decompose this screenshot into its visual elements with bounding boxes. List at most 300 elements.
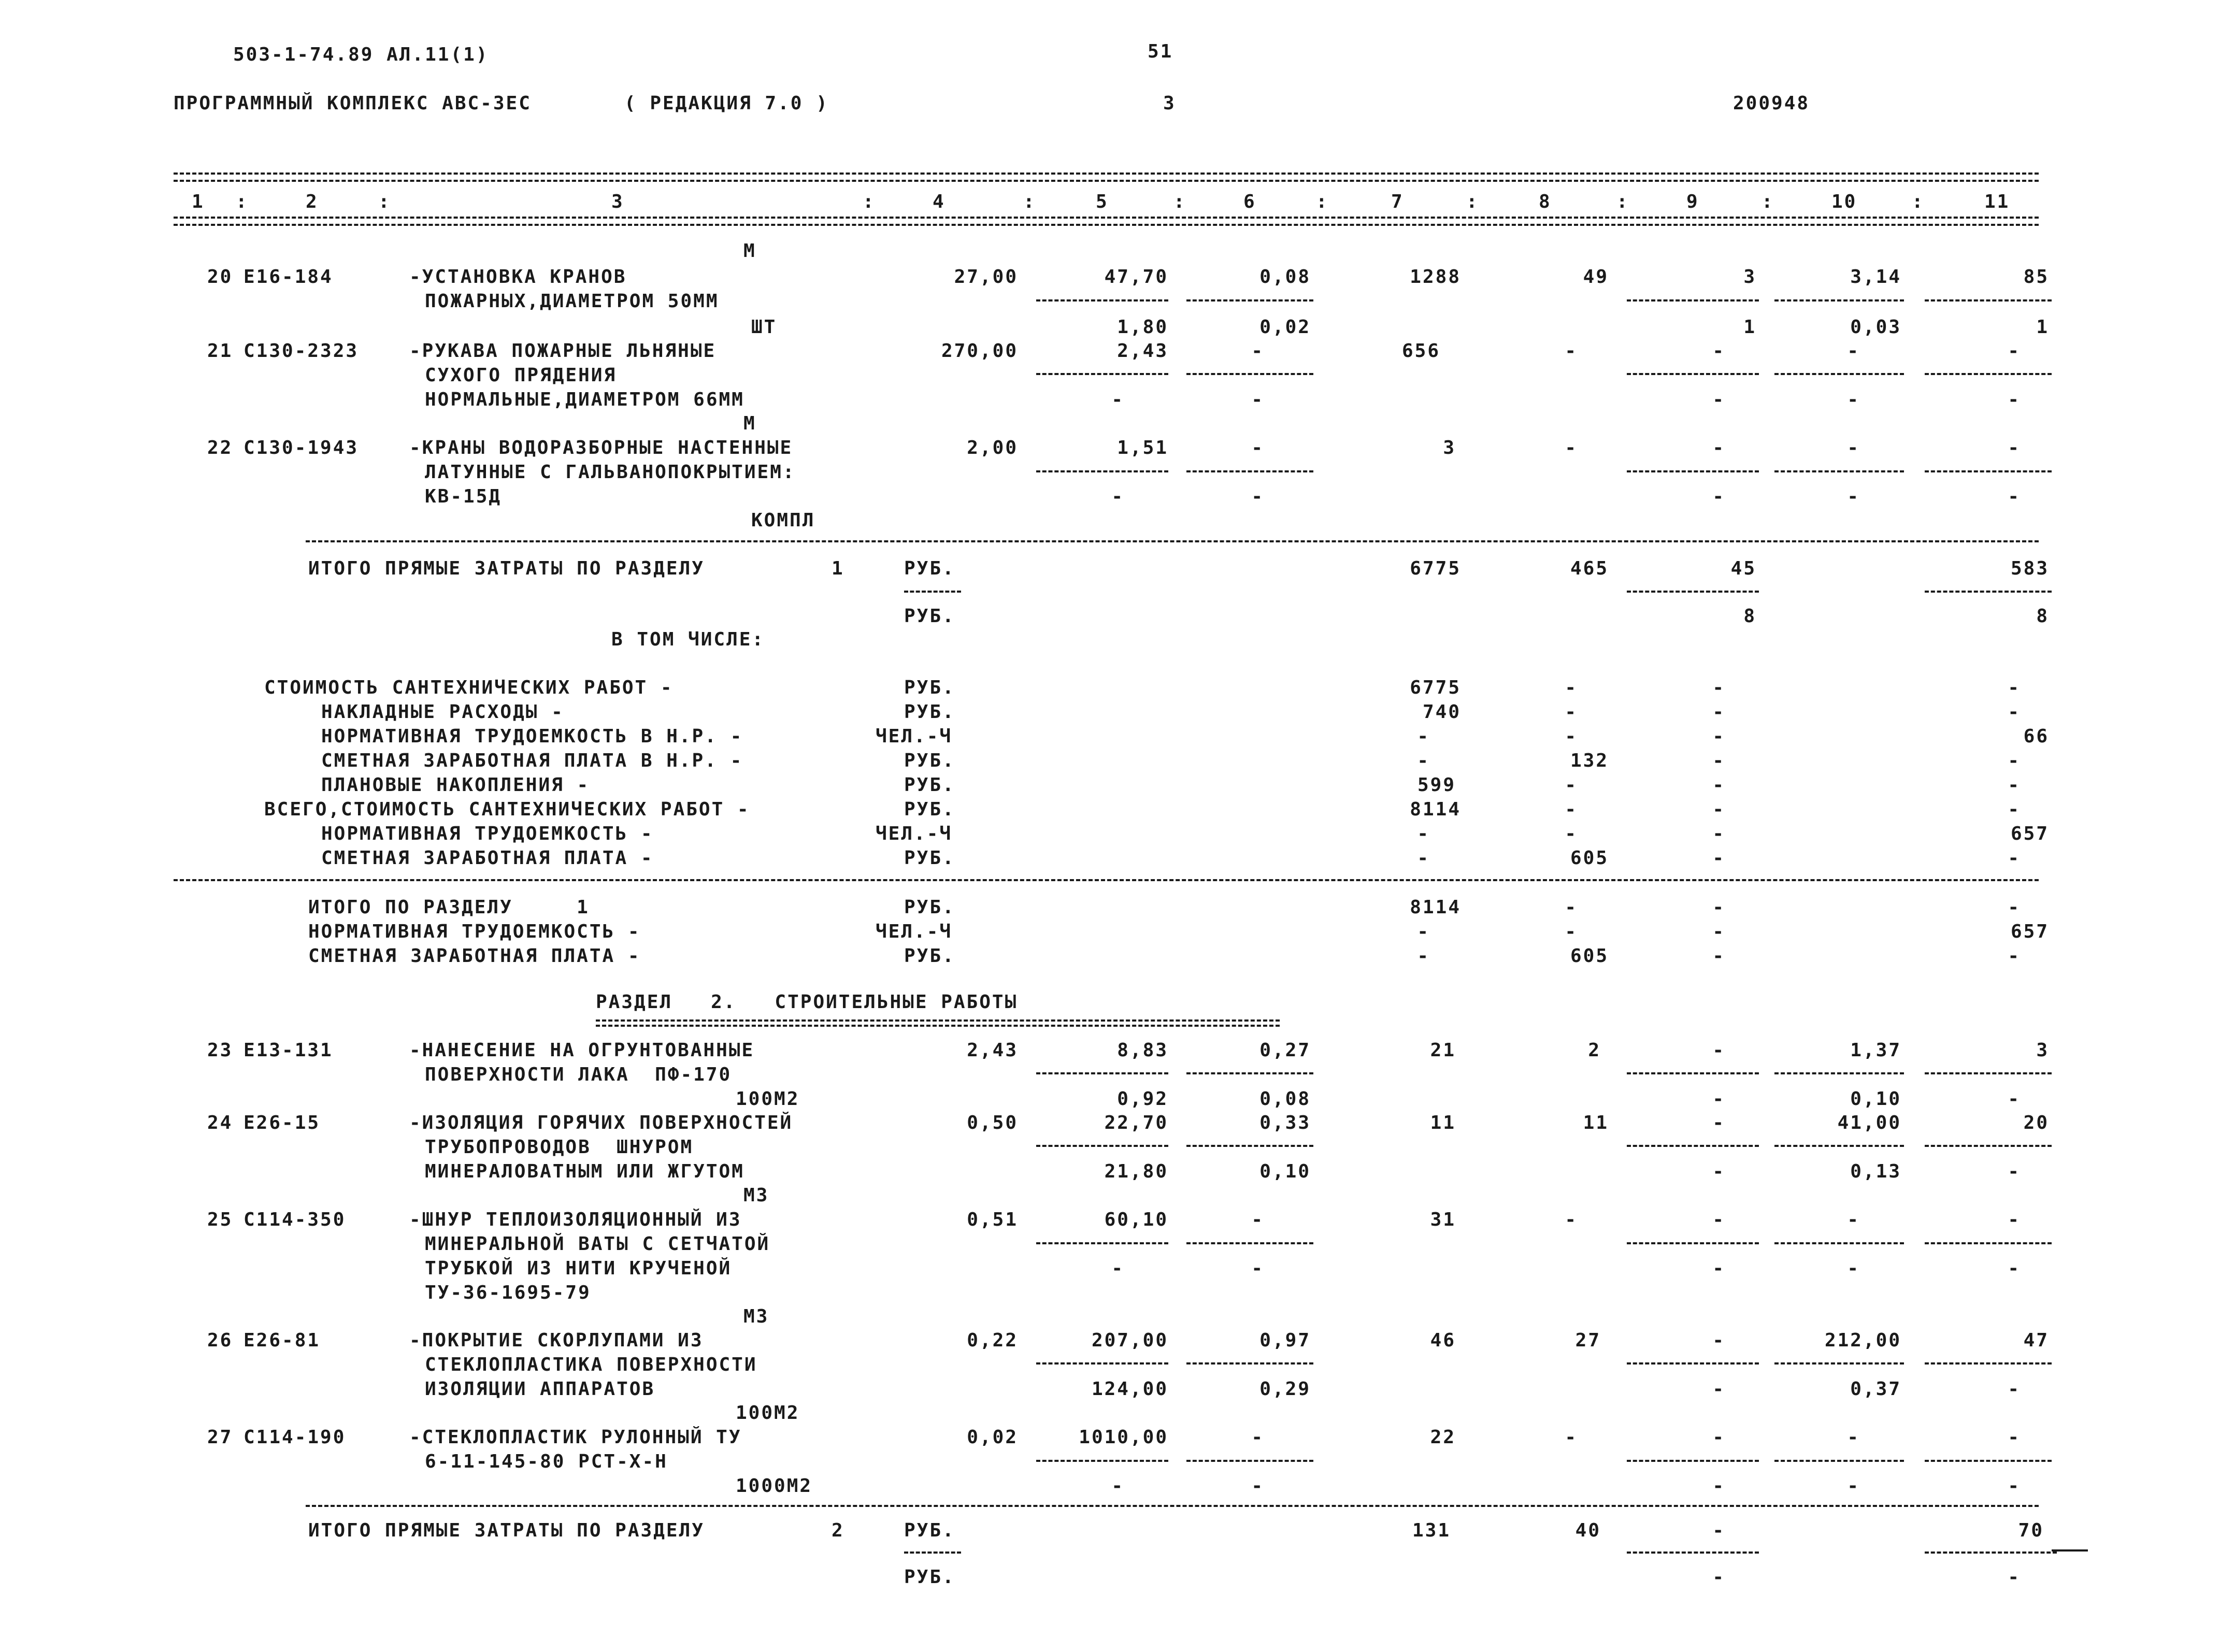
col8-value: 465	[1570, 558, 1609, 579]
unit-price-col6: -	[1251, 340, 1264, 362]
quantity: 2,00	[967, 437, 1018, 458]
breakdown-label: СМЕТНАЯ ЗАРАБОТНАЯ ПЛАТА В Н.Р. -	[321, 750, 743, 771]
total-cost: 740	[1422, 701, 1461, 723]
total-cost: 21	[1430, 1040, 1456, 1061]
unit-price-col6: 0,08	[1259, 266, 1311, 288]
total-cost: -	[1417, 921, 1430, 942]
rule	[1925, 470, 2052, 472]
work-description: МИНЕРАЛЬНОЙ ВАТЫ С СЕТЧАТОЙ	[425, 1233, 770, 1255]
rule	[1627, 470, 1759, 472]
rule	[1186, 1362, 1313, 1364]
rule	[1186, 373, 1313, 375]
document-code: 503-1-74.89 АЛ.11(1)	[233, 44, 489, 65]
quantity: 0,50	[967, 1112, 1018, 1133]
col9-sub: -	[1712, 1088, 1725, 1110]
col8-value: -	[1565, 897, 1578, 918]
col-sep: :	[1616, 191, 1629, 212]
row-number: 24	[207, 1112, 233, 1133]
col11-value: 47	[2023, 1330, 2049, 1351]
work-description: ТРУБКОЙ ИЗ НИТИ КРУЧЕНОЙ	[425, 1258, 732, 1279]
rule	[1925, 373, 2052, 375]
unit-price-col6: 0,27	[1259, 1040, 1311, 1061]
col8-value: -	[1565, 437, 1578, 458]
unit-price-labor-col6: -	[1251, 389, 1264, 410]
rule	[306, 1505, 2039, 1507]
work-description: -ИЗОЛЯЦИЯ ГОРЯЧИХ ПОВЕРХНОСТЕЙ	[409, 1112, 793, 1133]
currency-unit: РУБ.	[904, 1520, 955, 1541]
col11-value: 70	[2018, 1520, 2044, 1541]
col9-sub: -	[1712, 1258, 1725, 1279]
unit-price-col6: 0,97	[1259, 1330, 1311, 1351]
col-5: 5	[1096, 191, 1109, 212]
col10-value: 41,00	[1837, 1112, 1901, 1133]
rule	[2052, 1549, 2088, 1552]
unit-price-labor: -	[1111, 1475, 1124, 1497]
rule	[1774, 1072, 1904, 1074]
col9-sub: 8	[1743, 606, 1756, 627]
col11-sub: -	[2008, 1567, 2021, 1588]
rule	[1774, 1362, 1904, 1364]
unit-price: 1,51	[1117, 437, 1168, 458]
work-description: КВ-15Д	[425, 486, 502, 507]
breakdown-unit: РУБ.	[904, 750, 955, 771]
col9-sub: -	[1712, 1567, 1725, 1588]
total-cost: 6775	[1410, 677, 1461, 698]
price-code: С114-190	[244, 1427, 346, 1448]
col-8: 8	[1539, 191, 1552, 212]
col11-value: -	[2008, 437, 2021, 458]
col10-sub: -	[1847, 1258, 1860, 1279]
breakdown-label: СМЕТНАЯ ЗАРАБОТНАЯ ПЛАТА -	[321, 847, 654, 869]
rule	[1036, 470, 1168, 472]
unit-price: 47,70	[1104, 266, 1168, 288]
section-number: 2	[832, 1520, 844, 1541]
col10-sub: 0,37	[1850, 1378, 1901, 1400]
col11-sub: -	[2008, 1258, 2021, 1279]
col9-value: -	[1712, 750, 1725, 771]
col11-sub: 1	[2036, 317, 2049, 338]
col10-value: -	[1847, 1427, 1860, 1448]
currency-unit: РУБ.	[904, 606, 955, 627]
row-number: 25	[207, 1209, 233, 1230]
col8-value: -	[1565, 823, 1578, 844]
quantity: 270,00	[941, 340, 1018, 362]
col-sep: :	[236, 191, 249, 212]
price-code: С130-2323	[244, 340, 359, 362]
total-cost: 599	[1417, 774, 1456, 796]
col8-value: -	[1565, 921, 1578, 942]
col11-sub: -	[2008, 1475, 2021, 1497]
rule	[1627, 591, 1759, 593]
row-number: 21	[207, 340, 233, 362]
rule	[1627, 1362, 1759, 1364]
breakdown-unit: РУБ.	[904, 774, 955, 796]
total-cost: 6775	[1410, 558, 1461, 579]
row-number: 23	[207, 1040, 233, 1061]
rule	[1925, 1460, 2052, 1462]
unit-price-labor-col6: 0,10	[1259, 1161, 1311, 1182]
rule	[1925, 1552, 2057, 1554]
col-sep: :	[1466, 191, 1479, 212]
total-cost: 31	[1430, 1209, 1456, 1230]
work-description: -УСТАНОВКА КРАНОВ	[409, 266, 627, 288]
unit-label: М	[743, 240, 756, 262]
breakdown-label: ПЛАНОВЫЕ НАКОПЛЕНИЯ -	[321, 774, 590, 796]
breakdown-label: СТОИМОСТЬ САНТЕХНИЧЕСКИХ РАБОТ -	[264, 677, 674, 698]
header-rule	[174, 173, 2039, 182]
col11-sub: -	[2008, 486, 2021, 507]
col8-value: 132	[1570, 750, 1609, 771]
rule	[1186, 1242, 1313, 1244]
unit-label: 100М2	[736, 1402, 800, 1424]
currency-unit: РУБ.	[904, 1567, 955, 1588]
rule	[1925, 1242, 2052, 1244]
col8-value: 40	[1575, 1520, 1601, 1541]
col9-value: 3	[1743, 266, 1756, 288]
unit-label: М	[743, 413, 756, 434]
unit-price-labor-col6: -	[1251, 1258, 1264, 1279]
col10-value: -	[1847, 437, 1860, 458]
work-description: ТУ-36-1695-79	[425, 1282, 591, 1303]
col11-value: -	[2008, 847, 2021, 869]
col9-sub: -	[1712, 1161, 1725, 1182]
col10-sub: 0,13	[1850, 1161, 1901, 1182]
col10-sub: 0,03	[1850, 317, 1901, 338]
col11-value: 66	[2023, 726, 2049, 747]
total-label: ИТОГО ПО РАЗДЕЛУ 1	[308, 897, 590, 918]
document-number: 200948	[1733, 93, 1810, 114]
rule	[1925, 591, 2052, 593]
total-cost: 8114	[1410, 897, 1461, 918]
work-description: ЛАТУННЫЕ С ГАЛЬВАНОПОКРЫТИЕМ:	[425, 462, 796, 483]
totals-label: ИТОГО ПРЯМЫЕ ЗАТРАТЫ ПО РАЗДЕЛУ	[308, 558, 705, 579]
breakdown-unit: РУБ.	[904, 677, 955, 698]
col-3: 3	[611, 191, 624, 212]
col11-value: -	[2008, 701, 2021, 723]
col8-value: 605	[1570, 847, 1609, 869]
col9-value: -	[1712, 1520, 1725, 1541]
col9-value: -	[1712, 437, 1725, 458]
work-description: 6-11-145-80 РСТ-Х-Н	[425, 1451, 668, 1472]
col9-value: -	[1712, 340, 1725, 362]
col9-sub: -	[1712, 1475, 1725, 1497]
rule	[1925, 1362, 2052, 1364]
col9-value: -	[1712, 1330, 1725, 1351]
work-description: ТРУБОПРОВОДОВ ШНУРОМ	[425, 1137, 694, 1158]
price-code: С130-1943	[244, 437, 359, 458]
col11-value: -	[2008, 677, 2021, 698]
total-cost: -	[1417, 823, 1430, 844]
rule	[306, 540, 2039, 542]
unit-price: 22,70	[1104, 1112, 1168, 1133]
rule	[1627, 1460, 1759, 1462]
total-label: НОРМАТИВНАЯ ТРУДОЕМКОСТЬ -	[308, 921, 641, 942]
col11-value: -	[2008, 1427, 2021, 1448]
unit-label: 100М2	[736, 1088, 800, 1110]
col9-sub: 1	[1743, 317, 1756, 338]
col10-value: 3,14	[1850, 266, 1901, 288]
col10-value: -	[1847, 1209, 1860, 1230]
unit-price-labor: 124,00	[1091, 1378, 1168, 1400]
rule	[1774, 1242, 1904, 1244]
total-cost: 131	[1412, 1520, 1451, 1541]
total-cost: -	[1417, 726, 1430, 747]
header-rule	[174, 217, 2039, 226]
rule	[1774, 373, 1904, 375]
col9-value: -	[1712, 1209, 1725, 1230]
total-cost: 8114	[1410, 799, 1461, 820]
col-sep: :	[1173, 191, 1186, 212]
total-cost: 22	[1430, 1427, 1456, 1448]
rule	[1627, 299, 1759, 301]
col11-value: 3	[2036, 1040, 2049, 1061]
unit-price: 1010,00	[1079, 1427, 1168, 1448]
rule	[1036, 1460, 1168, 1462]
col8-value: -	[1565, 677, 1578, 698]
col9-value: -	[1712, 1040, 1725, 1061]
rule	[1186, 1460, 1313, 1462]
section-number: 1	[832, 558, 844, 579]
total-unit: ЧЕЛ.-Ч	[876, 921, 953, 942]
unit-price-labor: -	[1111, 389, 1124, 410]
breakdown-label: НОРМАТИВНАЯ ТРУДОЕМКОСТЬ -	[321, 823, 654, 844]
rule	[1774, 1145, 1904, 1147]
row-number: 26	[207, 1330, 233, 1351]
col9-value: -	[1712, 701, 1725, 723]
col9-sub: -	[1712, 486, 1725, 507]
quantity: 0,51	[967, 1209, 1018, 1230]
total-cost: -	[1417, 945, 1430, 967]
col9-value: -	[1712, 823, 1725, 844]
price-code: Е16-184	[244, 266, 333, 288]
rule	[1627, 1145, 1759, 1147]
section-2-title: РАЗДЕЛ 2. СТРОИТЕЛЬНЫЕ РАБОТЫ	[596, 992, 1018, 1013]
col10-sub: 0,10	[1850, 1088, 1901, 1110]
work-description: -НАНЕСЕНИЕ НА ОГРУНТОВАННЫЕ	[409, 1040, 755, 1061]
total-cost: 46	[1430, 1330, 1456, 1351]
work-description: -СТЕКЛОПЛАСТИК РУЛОННЫЙ ТУ	[409, 1427, 742, 1448]
page-number: 51	[1148, 41, 1173, 62]
col10-sub: -	[1847, 1475, 1860, 1497]
rule	[904, 591, 961, 593]
rule	[904, 1552, 961, 1554]
col9-value: -	[1712, 897, 1725, 918]
breakdown-unit: ЧЕЛ.-Ч	[876, 726, 953, 747]
col11-value: -	[2008, 750, 2021, 771]
col8-value: -	[1565, 701, 1578, 723]
col11-value: 85	[2023, 266, 2049, 288]
col11-value: 657	[2010, 823, 2049, 844]
col9-value: -	[1712, 1427, 1725, 1448]
total-unit: РУБ.	[904, 897, 955, 918]
title-underline	[596, 1019, 1280, 1027]
col8-value: 49	[1583, 266, 1609, 288]
rule	[1627, 1552, 1759, 1554]
col8-value: -	[1565, 726, 1578, 747]
unit-price-labor-col6: 0,02	[1259, 317, 1311, 338]
unit-price-labor: 1,80	[1117, 317, 1168, 338]
col9-value: -	[1712, 726, 1725, 747]
work-description: -РУКАВА ПОЖАРНЫЕ ЛЬНЯНЫЕ	[409, 340, 717, 362]
breakdown-label: НАКЛАДНЫЕ РАСХОДЫ -	[321, 701, 564, 723]
including-label: В ТОМ ЧИСЛЕ:	[611, 629, 765, 650]
total-cost: 3	[1443, 437, 1456, 458]
program-edition: ( РЕДАКЦИЯ 7.0 )	[624, 93, 829, 114]
col8-value: 605	[1570, 945, 1609, 967]
col-2: 2	[306, 191, 319, 212]
col-sep: :	[378, 191, 391, 212]
col9-value: -	[1712, 677, 1725, 698]
unit-price-labor: -	[1111, 486, 1124, 507]
rule	[1627, 1242, 1759, 1244]
col11-sub: 8	[2036, 606, 2049, 627]
col10-value: 1,37	[1850, 1040, 1901, 1061]
col9-value: -	[1712, 921, 1725, 942]
rule	[1186, 1145, 1313, 1147]
col10-sub: -	[1847, 389, 1860, 410]
work-description: НОРМАЛЬНЫЕ,ДИАМЕТРОМ 66ММ	[425, 389, 744, 410]
col11-value: -	[2008, 945, 2021, 967]
rule	[1186, 299, 1313, 301]
total-label: СМЕТНАЯ ЗАРАБОТНАЯ ПЛАТА -	[308, 945, 641, 967]
total-cost: -	[1417, 750, 1430, 771]
price-code: Е26-15	[244, 1112, 321, 1133]
rule	[1627, 1072, 1759, 1074]
col-6: 6	[1243, 191, 1256, 212]
col-9: 9	[1686, 191, 1699, 212]
rule	[1036, 1242, 1168, 1244]
totals-label: ИТОГО ПРЯМЫЕ ЗАТРАТЫ ПО РАЗДЕЛУ	[308, 1520, 705, 1541]
unit-price-labor: 0,92	[1117, 1088, 1168, 1110]
rule	[1774, 1460, 1904, 1462]
col8-value: -	[1565, 799, 1578, 820]
col8-value: -	[1565, 1427, 1578, 1448]
rule	[1925, 299, 2052, 301]
rule	[1186, 470, 1313, 472]
price-code: Е26-81	[244, 1330, 321, 1351]
breakdown-label: ВСЕГО,СТОИМОСТЬ САНТЕХНИЧЕСКИХ РАБОТ -	[264, 799, 750, 820]
breakdown-label: НОРМАТИВНАЯ ТРУДОЕМКОСТЬ В Н.Р. -	[321, 726, 743, 747]
unit-price-labor-col6: -	[1251, 1475, 1264, 1497]
work-description: ПОЖАРНЫХ,ДИАМЕТРОМ 50ММ	[425, 291, 719, 312]
col9-value: 45	[1730, 558, 1756, 579]
col8-value: -	[1565, 340, 1578, 362]
unit-price: 8,83	[1117, 1040, 1168, 1061]
breakdown-unit: РУБ.	[904, 847, 955, 869]
unit-price: 2,43	[1117, 340, 1168, 362]
work-description: -КРАНЫ ВОДОРАЗБОРНЫЕ НАСТЕННЫЕ	[409, 437, 793, 458]
col9-value: -	[1712, 799, 1725, 820]
unit-price-col6: -	[1251, 1209, 1264, 1230]
row-number: 27	[207, 1427, 233, 1448]
total-unit: РУБ.	[904, 945, 955, 967]
unit-price-labor-col6: 0,08	[1259, 1088, 1311, 1110]
col-1: 1	[192, 191, 205, 212]
col11-value: -	[2008, 799, 2021, 820]
col9-value: -	[1712, 1112, 1725, 1133]
unit-price-labor-col6: -	[1251, 486, 1264, 507]
unit-price-labor: -	[1111, 1258, 1124, 1279]
unit-price: 60,10	[1104, 1209, 1168, 1230]
unit-label: ШТ	[751, 317, 777, 338]
breakdown-unit: РУБ.	[904, 701, 955, 723]
col8-value: -	[1565, 1209, 1578, 1230]
col10-value: -	[1847, 340, 1860, 362]
col11-sub: -	[2008, 1161, 2021, 1182]
col11-sub: -	[2008, 389, 2021, 410]
col8-value: 11	[1583, 1112, 1609, 1133]
col-11: 11	[1984, 191, 2010, 212]
rule	[1925, 1072, 2052, 1074]
col11-value: 583	[2010, 558, 2049, 579]
unit-price: 207,00	[1091, 1330, 1168, 1351]
rule	[1627, 373, 1759, 375]
work-description: ИЗОЛЯЦИИ АППАРАТОВ	[425, 1378, 655, 1400]
work-description: СУХОГО ПРЯДЕНИЯ	[425, 365, 617, 386]
col11-value: -	[2008, 340, 2021, 362]
program-name: ПРОГРАММНЫЙ КОМПЛЕКС АВС-3ЕС	[174, 93, 532, 114]
unit-price-labor-col6: 0,29	[1259, 1378, 1311, 1400]
quantity: 0,22	[967, 1330, 1018, 1351]
col10-sub: -	[1847, 486, 1860, 507]
work-description: -ШНУР ТЕПЛОИЗОЛЯЦИОННЫЙ ИЗ	[409, 1209, 742, 1230]
col11-sub: -	[2008, 1088, 2021, 1110]
work-description: МИНЕРАЛОВАТНЫМ ИЛИ ЖГУТОМ	[425, 1161, 744, 1182]
col9-value: -	[1712, 774, 1725, 796]
col-7: 7	[1391, 191, 1404, 212]
rule	[1036, 1362, 1168, 1364]
currency-unit: РУБ.	[904, 558, 955, 579]
rule	[1774, 299, 1904, 301]
rule	[1036, 1072, 1168, 1074]
col-sep: :	[1912, 191, 1925, 212]
col11-value: -	[2008, 897, 2021, 918]
col8-value: 2	[1588, 1040, 1601, 1061]
sheet-number: 3	[1163, 93, 1176, 114]
col-sep: :	[863, 191, 876, 212]
breakdown-unit: РУБ.	[904, 799, 955, 820]
rule	[1036, 373, 1168, 375]
col11-value: 20	[2023, 1112, 2049, 1133]
unit-label: М3	[743, 1185, 769, 1206]
col9-sub: -	[1712, 389, 1725, 410]
col9-sub: -	[1712, 1378, 1725, 1400]
quantity: 2,43	[967, 1040, 1018, 1061]
col11-value: -	[2008, 774, 2021, 796]
unit-label: М3	[743, 1306, 769, 1327]
total-cost: 1288	[1410, 266, 1461, 288]
unit-label: КОМПЛ	[751, 510, 815, 531]
col8-value: -	[1565, 774, 1578, 796]
col-sep: :	[1762, 191, 1774, 212]
col11-sub: -	[2008, 1378, 2021, 1400]
col9-value: -	[1712, 847, 1725, 869]
work-description: ПОВЕРХНОСТИ ЛАКА ПФ-170	[425, 1064, 732, 1085]
breakdown-unit: ЧЕЛ.-Ч	[876, 823, 953, 844]
quantity: 27,00	[954, 266, 1018, 288]
rule	[174, 879, 2039, 881]
rule	[1925, 1145, 2052, 1147]
rule	[1036, 1145, 1168, 1147]
col8-value: 27	[1575, 1330, 1601, 1351]
unit-price-col6: -	[1251, 437, 1264, 458]
rule	[1774, 470, 1904, 472]
row-number: 20	[207, 266, 233, 288]
work-description: -ПОКРЫТИЕ СКОРЛУПАМИ ИЗ	[409, 1330, 704, 1351]
col11-value: -	[2008, 1209, 2021, 1230]
col9-value: -	[1712, 945, 1725, 967]
unit-price-col6: 0,33	[1259, 1112, 1311, 1133]
